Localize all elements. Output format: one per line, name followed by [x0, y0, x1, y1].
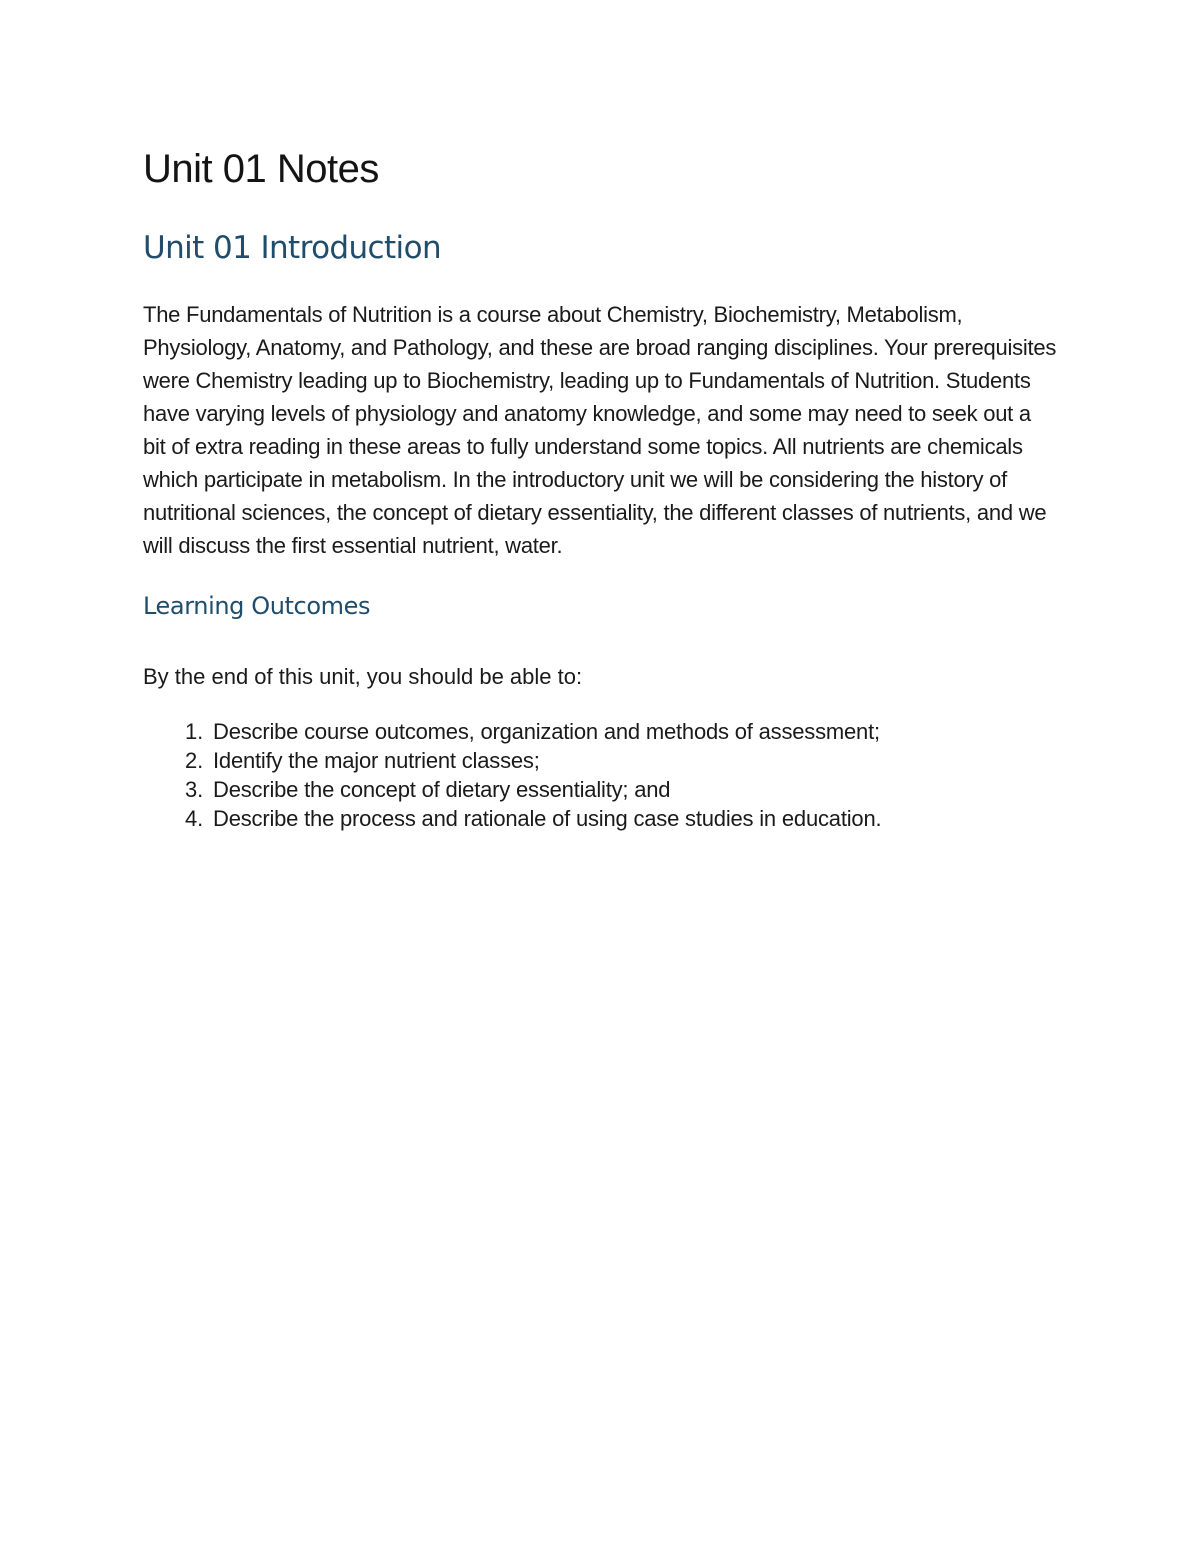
- list-item: [143, 717, 1063, 746]
- outcomes-lead-text: By the end of this unit, you should be able to:: [143, 664, 583, 689]
- list-item: [143, 804, 1063, 833]
- list-item-text: Describe course outcomes, organization and methods of assessment;: [213, 719, 880, 744]
- list-item-number: 1.: [185, 719, 203, 744]
- list-item-number: 4.: [185, 806, 203, 831]
- learning-outcomes-list: [143, 717, 1063, 833]
- list-item-text: Describe the concept of dietary essentiality; and: [213, 777, 671, 802]
- document-title: Unit 01 Notes: [143, 147, 379, 191]
- document-page: [143, 140, 1063, 833]
- list-item-text: Identify the major nutrient classes;: [213, 748, 540, 773]
- list-item: [143, 775, 1063, 804]
- list-item-number: 2.: [185, 748, 203, 773]
- list-item-number: 3.: [185, 777, 203, 802]
- intro-paragraph: The Fundamentals of Nutrition is a course about Chemistry, Biochemistry, Metabolism, Physiology, Anatomy, and Pathology, and these are broad ranging disciplines. Your prerequisites were Chemistry leading up to Biochemistry, leading up to Fundamentals of Nutrition. Students have varying levels of physiology and anatomy knowledge, and some may need to seek out a bit of extra reading in these areas to fully understand some topics. All nutrients are chemicals which participate in metabolism. In the introductory unit we will be considering the history of nutritional sciences, the concept of dietary essentiality, the different classes of nutrients, and we will discuss the first essential nutrient, water.: [143, 302, 1057, 558]
- list-item: [143, 746, 1063, 775]
- section-heading-introduction: Unit 01 Introduction: [143, 230, 441, 266]
- section-heading-learning-outcomes: Learning Outcomes: [143, 592, 371, 620]
- list-item-text: Describe the process and rationale of using case studies in education.: [213, 806, 882, 831]
